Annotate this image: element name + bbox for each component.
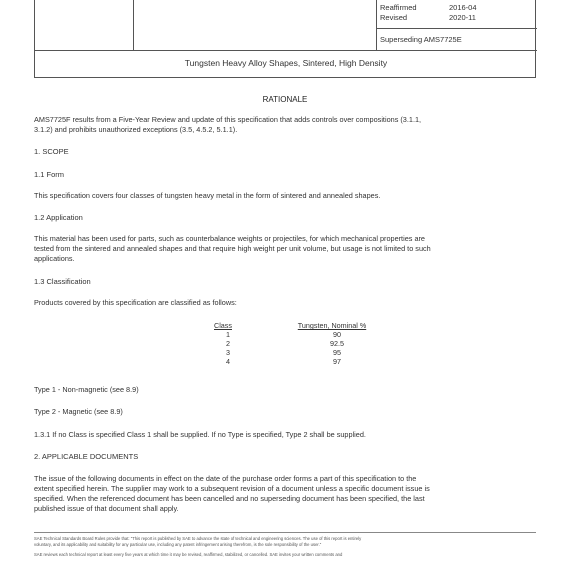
class-cell: 3 bbox=[226, 348, 230, 357]
tungsten-cell: 97 bbox=[333, 357, 341, 366]
revised-date: 2020-11 bbox=[449, 13, 476, 22]
col-header-tungsten: Tungsten, Nominal % bbox=[297, 321, 367, 330]
header-divider-title bbox=[35, 50, 537, 51]
footer-line-2: voluntary, and its applicability and suitability for any particular use, including any patent infringement arising therefrom, is the sole responsibility of the user." bbox=[34, 542, 322, 547]
table-row bbox=[214, 339, 402, 348]
clause-1-3-1: 1.3.1 If no Class is specified Class 1 shall be supplied. If no Type is specified, Type 2 shall be supplied. bbox=[34, 430, 366, 439]
application-line-2: tested from the sintered and annealed shapes and that require high weight per unit volume, but usage is not limited to such bbox=[34, 244, 431, 253]
applicable-line-1: The issue of the following documents in effect on the date of the purchase order forms a part of this specification to the bbox=[34, 474, 417, 483]
scope-heading: 1. SCOPE bbox=[34, 147, 69, 156]
reaffirmed-date: 2016-04 bbox=[449, 3, 477, 12]
applicable-line-3: specified. When the referenced document has been cancelled and no superseding document has been specified, the last bbox=[34, 494, 425, 503]
superseding-note: Superseding AMS7725E bbox=[380, 35, 462, 44]
class-cell: 1 bbox=[226, 330, 230, 339]
classification-body: Products covered by this specification are classified as follows: bbox=[34, 298, 237, 307]
class-cell: 4 bbox=[226, 357, 230, 366]
type-1-line: Type 1 - Non-magnetic (see 8.9) bbox=[34, 385, 139, 394]
applicable-line-4: published issue of that document shall apply. bbox=[34, 504, 179, 513]
reaffirmed-label: Reaffirmed bbox=[380, 3, 417, 12]
tungsten-cell: 92.5 bbox=[330, 339, 344, 348]
header-divider-superseding bbox=[376, 28, 537, 29]
table-row bbox=[214, 330, 402, 339]
tungsten-cell: 90 bbox=[333, 330, 341, 339]
application-line-1: This material has been used for parts, such as counterbalance weights or projectiles, for which mechanical properties are bbox=[34, 234, 425, 243]
rationale-line-2: 3.1.2) and prohibits unauthorized exceptions (3.5, 4.5.2, 5.1.1). bbox=[34, 125, 238, 134]
header-divider-right bbox=[376, 0, 377, 50]
applicable-documents-heading: 2. APPLICABLE DOCUMENTS bbox=[34, 452, 139, 461]
header-box bbox=[34, 0, 536, 78]
class-cell: 2 bbox=[226, 339, 230, 348]
form-heading: 1.1 Form bbox=[34, 170, 65, 179]
applicable-line-2: extent specified herein. The supplier may work to a subsequent revision of a document unless a specific document issue is bbox=[34, 484, 430, 493]
table-row bbox=[214, 348, 402, 357]
rationale-line-1: AMS7725F results from a Five-Year Review and update of this specification that adds controls over compositions (3.1.1, bbox=[34, 115, 422, 124]
rationale-heading: RATIONALE bbox=[262, 95, 308, 104]
footer-rule bbox=[34, 532, 536, 533]
application-line-3: applications. bbox=[34, 254, 75, 263]
revised-label: Revised bbox=[380, 13, 408, 22]
form-body: This specification covers four classes of tungsten heavy metal in the form of sintered and annealed shapes. bbox=[34, 191, 381, 200]
document-title: Tungsten Heavy Alloy Shapes, Sintered, High Density bbox=[184, 58, 388, 68]
table-row bbox=[214, 357, 402, 366]
classification-heading: 1.3 Classification bbox=[34, 277, 91, 286]
application-heading: 1.2 Application bbox=[34, 213, 83, 222]
type-2-line: Type 2 - Magnetic (see 8.9) bbox=[34, 407, 123, 416]
tungsten-cell: 95 bbox=[333, 348, 341, 357]
footer-line-1: SAE Technical Standards Board Rules provide that: "This report is published by SAE to advance the state of technical and engineering sciences. The use of this report is entirely bbox=[34, 536, 362, 541]
col-header-class: Class bbox=[214, 321, 232, 330]
header-divider-left bbox=[133, 0, 134, 50]
footer-line-3: SAE reviews each technical report at least every five years at which time it may be revised, reaffirmed, stabilized, or cancelled. SAE invites your written comments and bbox=[34, 552, 343, 557]
classification-table bbox=[214, 321, 402, 366]
